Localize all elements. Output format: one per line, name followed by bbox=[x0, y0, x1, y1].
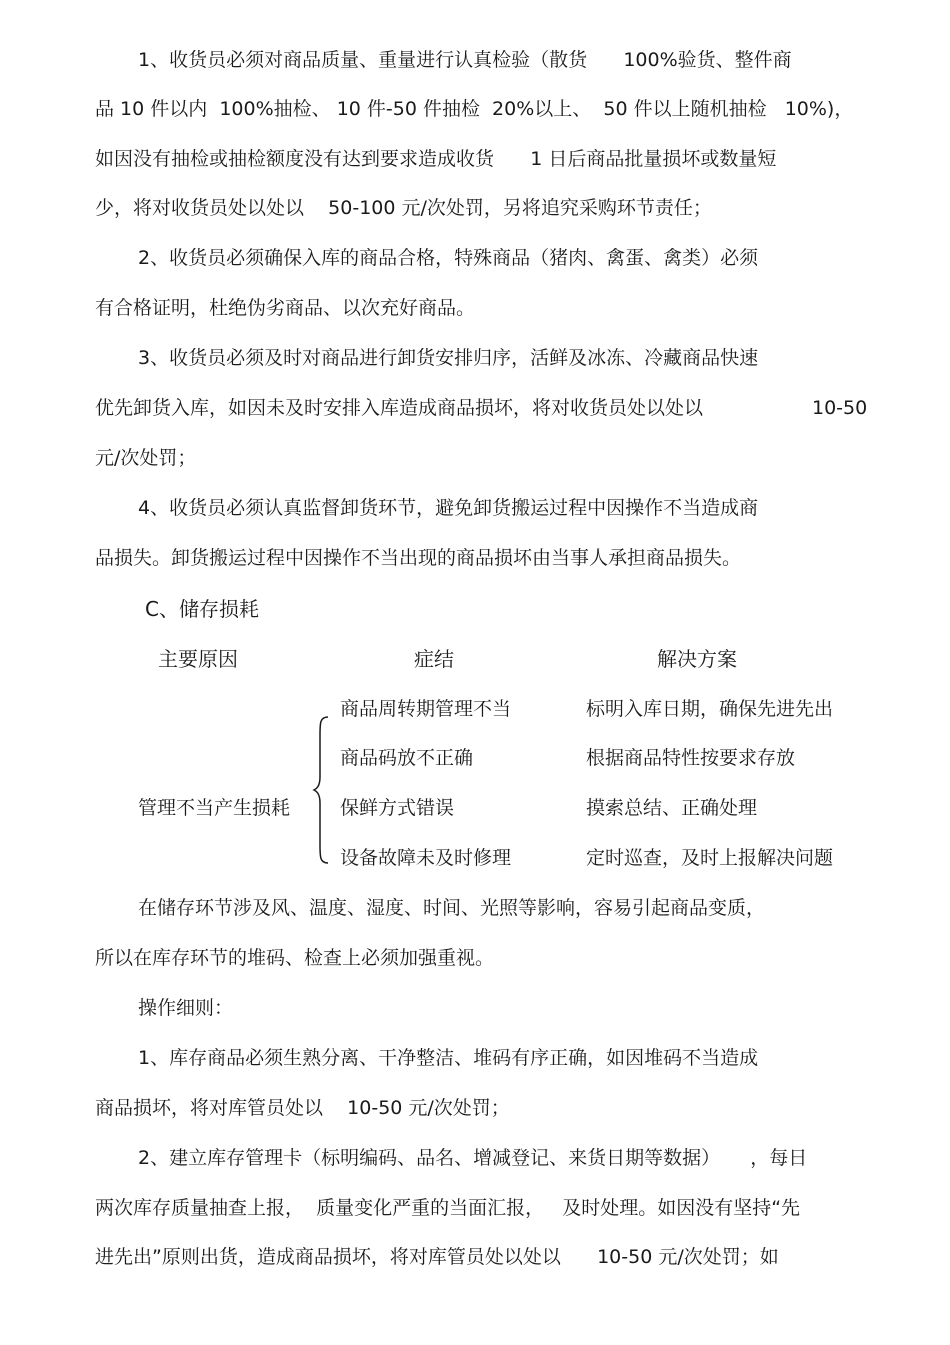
receiving-rule3-amount: 10-50 bbox=[812, 397, 868, 419]
receiving-rule4-line1: 4、收货员必须认真监督卸货环节，避免卸货搬运过程中因操作不当造成商 bbox=[138, 497, 759, 519]
receiving-rule2-line2: 有合格证明，杜绝伪劣商品、以次充好商品。 bbox=[95, 297, 476, 319]
receiving-rule1-line4: 少，将对收货员处以处以 50-100 元/次处罚，另将追究采购环节责任； bbox=[95, 197, 712, 219]
storage-rule1-line1: 1、库存商品必须生熟分离、干净整洁、堆码有序正确，如因堆码不当造成 bbox=[138, 1047, 759, 1069]
storage-rule2-line1: 2、建立库存管理卡（标明编码、品名、增减登记、来货日期等数据） ，每日 bbox=[138, 1147, 808, 1169]
storage-rule2-line2: 两次库存质量抽查上报， 质量变化严重的当面汇报， 及时处理。如因没有坚持“先 bbox=[95, 1197, 801, 1219]
receiving-rule4-line2: 品损失。卸货搬运过程中因操作不当出现的商品损坏由当事人承担商品损失。 bbox=[95, 547, 742, 569]
table-solution-row: 根据商品特性按要求存放 bbox=[586, 747, 796, 769]
receiving-rule1-line2: 品 10 件以内 100%抽检、 10 件-50 件抽检 20%以上、 50 件以上随机抽检 10%)， bbox=[95, 98, 854, 120]
receiving-rule3-line3: 元/次处罚； bbox=[95, 447, 197, 469]
receiving-rule2-line1: 2、收货员必须确保入库的商品合格，特殊商品（猪肉、禽蛋、禽类）必须 bbox=[138, 247, 759, 269]
receiving-rule1-line1: 1、收货员必须对商品质量、重量进行认真检验（散货 100%验货、整件商 bbox=[138, 49, 792, 71]
receiving-rule1-line3: 如因没有抽检或抽检额度没有达到要求造成收货 1 日后商品批量损坏或数量短 bbox=[95, 148, 777, 170]
table-solution-row: 标明入库日期，确保先进先出 bbox=[586, 698, 834, 720]
table-solution-row: 定时巡查，及时上报解决问题 bbox=[586, 847, 834, 869]
storage-rule2-line3: 进先出”原则出货，造成商品损坏，将对库管员处以处以 10-50 元/次处罚；如 bbox=[95, 1246, 779, 1268]
table-symptom-row: 商品码放不正确 bbox=[340, 747, 474, 769]
storage-rule1-line2: 商品损坏，将对库管员处以 10-50 元/次处罚； bbox=[95, 1097, 510, 1119]
table-header-solution: 解决方案 bbox=[657, 647, 737, 671]
curly-brace bbox=[312, 715, 332, 865]
table-header-cause: 主要原因 bbox=[158, 647, 238, 671]
receiving-rule3-line2: 优先卸货入库，如因未及时安排入库造成商品损坏，将对收货员处以处以 bbox=[95, 397, 704, 419]
table-cause: 管理不当产生损耗 bbox=[138, 797, 291, 819]
receiving-rule3-line1: 3、收货员必须及时对商品进行卸货安排归序，活鲜及冰冻、冷藏商品快速 bbox=[138, 347, 759, 369]
storage-heading: C、储存损耗 bbox=[145, 597, 259, 621]
storage-intro-line1: 在储存环节涉及风、温度、湿度、时间、光照等影响，容易引起商品变质， bbox=[138, 897, 766, 919]
table-symptom-row: 设备故障未及时修理 bbox=[340, 847, 512, 869]
details-label: 操作细则： bbox=[138, 997, 234, 1019]
table-solution-row: 摸索总结、正确处理 bbox=[586, 797, 758, 819]
table-symptom-row: 商品周转期管理不当 bbox=[340, 698, 512, 720]
table-header-symptom: 症结 bbox=[414, 647, 454, 671]
storage-intro-line2: 所以在库存环节的堆码、检查上必须加强重视。 bbox=[95, 947, 495, 969]
table-symptom-row: 保鲜方式错误 bbox=[340, 797, 455, 819]
